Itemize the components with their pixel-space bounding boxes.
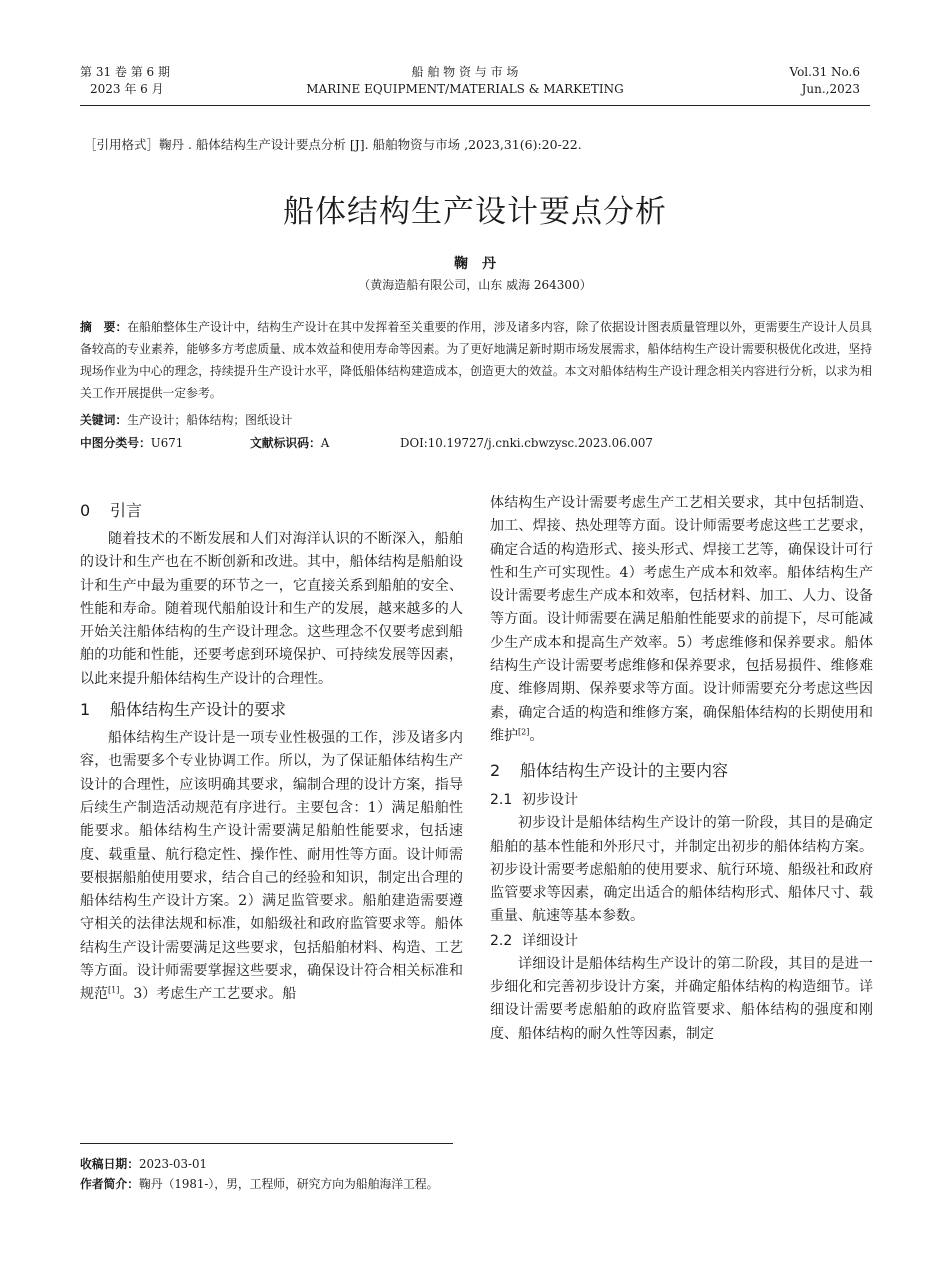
subsection-title: 初步设计 xyxy=(522,792,578,809)
footnote-divider xyxy=(80,1143,453,1144)
received-date: 2023-03-01 xyxy=(139,1157,208,1171)
volume-issue-en: Vol.31 No.6 xyxy=(789,65,860,79)
section-heading-0 xyxy=(80,498,463,524)
clc-value: U671 xyxy=(150,436,184,450)
citation-text: 鞠丹 . 船体结构生产设计要点分析 [J]. 船舶物资与市场 ,2023,31(6):20-22. xyxy=(159,137,582,152)
keywords-text: 生产设计；船体结构；图纸设计 xyxy=(127,413,293,427)
paragraph: 初步设计是船体结构生产设计的第一阶段，其目的是确定船舶的基本性能和外形尺寸，并制定出初步的船体结构方案。初步设计需要考虑船舶的使用要求、航行环境、船级社和政府监管要求等因素，确定出适合的船体结构形式、船体尺寸、载重量、航速等基本参数。 xyxy=(490,815,873,925)
received-label: 收稿日期： xyxy=(80,1157,139,1171)
paragraph xyxy=(80,727,463,1007)
section-title: 船体结构生产设计的主要内容 xyxy=(520,761,729,781)
journal-name-en: MARINE EQUIPMENT/MATERIALS & MARKETING xyxy=(306,82,624,96)
keywords xyxy=(80,409,292,431)
author-name: 鞠 丹 xyxy=(454,256,496,272)
journal-name-cn: 船 舶 物 资 与 市 场 xyxy=(411,65,519,79)
author-bio-text: 鞠丹（1981-），男，工程师，研究方向为船舶海洋工程。 xyxy=(139,1177,439,1191)
author-bio-label: 作者简介： xyxy=(80,1177,139,1191)
subsection-title: 详细设计 xyxy=(522,932,578,949)
header-divider xyxy=(80,105,870,106)
paper-title: 船体结构生产设计要点分析 xyxy=(283,194,667,230)
subsection-heading-2-1 xyxy=(490,788,873,812)
paragraph xyxy=(490,492,873,748)
running-header-left xyxy=(80,64,170,98)
section-heading-1 xyxy=(80,697,463,723)
section-heading-2 xyxy=(490,758,873,784)
section-title: 引言 xyxy=(110,501,143,520)
footnote-author-bio xyxy=(80,1174,438,1194)
body-column-right xyxy=(490,492,873,1046)
citation-format xyxy=(84,135,582,153)
keywords-label: 关键词： xyxy=(80,413,128,427)
section-number: 1 xyxy=(80,700,91,720)
reference-marker[interactable]: [1] xyxy=(108,985,120,995)
abstract-label: 摘 要： xyxy=(80,320,128,334)
issue-date: 2023 年 6 月 xyxy=(90,82,164,96)
issue-date-en: Jun.,2023 xyxy=(801,82,860,96)
doi: DOI:10.19727/j.cnki.cbwzysc.2023.06.007 xyxy=(400,436,653,450)
paragraph: 详细设计是船体结构生产设计的第二阶段，其目的是进一步细化和完善初步设计方案，并确定船体结构的构造细节。详细设计需要考虑船舶的政府监管要求、船体结构的强度和刚度、船体结构的耐久性等因素，制定 xyxy=(490,955,873,1042)
running-header-right xyxy=(690,64,860,98)
running-header-center xyxy=(265,64,665,98)
paragraph-text-tail: 。 xyxy=(529,727,544,744)
section-number: 0 xyxy=(80,501,91,520)
doc-code-value: A xyxy=(320,436,330,450)
paragraph-text: 体结构生产设计需要考虑生产工艺相关要求，其中包括制造、加工、焊接、热处理等方面。设计师需要考虑这些工艺要求，确定合适的构造形式、接头形式、焊接工艺等，确保设计可行性和生产可实现性。4）考虑生产成本和效率。船体结构生产设计需要考虑生产成本和效率，包括材料、加工、人力、设备等方面。设计师需要在满足船舶性能要求的前提下，尽可能减少生产成本和提高生产效率。5）考虑维修和保养要求。船体结构生产设计需要考虑维修和保养要求，包括易损件、维修难度、维修周期、保养要求等方面。设计师需要充分考虑这些因素，确定合适的构造和维修方案，确保船体结构的长期使用和维护 xyxy=(490,495,873,744)
classification-line xyxy=(80,432,653,454)
paragraph-text: 船体结构生产设计是一项专业性极强的工作，涉及诸多内容，也需要多个专业协调工作。所以，为了保证船体结构生产设计的合理性，应该明确其要求，编制合理的设计方案，指导后续生产制造活动规范有序进行。主要包含：1）满足船舶性能要求。船体结构生产设计需要满足船舶性能要求，包括速度、载重量、航行稳定性、操作性、耐用性等方面。设计师需要根据船舶使用要求，结合自己的经验和知识，制定出合理的船体结构生产设计方案。2）满足监管要求。船舶建造需要遵守相关的法律法规和标准，如船级社和政府监管要求等。船体结构生产设计需要满足这些要求，包括船舶材料、构造、工艺等方面。设计师需要掌握这些要求，确保设计符合相关标准和规范 xyxy=(80,730,463,1003)
subsection-heading-2-2 xyxy=(490,929,873,953)
volume-issue: 第 31 卷 第 6 期 xyxy=(80,65,170,79)
abstract xyxy=(80,316,872,404)
body-column-left xyxy=(80,492,463,1007)
doc-code-label: 文献标识码： xyxy=(250,436,321,450)
subsection-number: 2.1 xyxy=(490,792,513,809)
subsection-number: 2.2 xyxy=(490,932,513,949)
citation-label: ［引用格式］ xyxy=(84,137,160,152)
reference-marker[interactable]: [2] xyxy=(518,727,530,737)
author-affiliation: （黄海造船有限公司，山东 威海 264300） xyxy=(358,278,592,292)
paragraph-text-tail: 。3）考虑生产工艺要求。船 xyxy=(119,986,297,1003)
paragraph: 随着技术的不断发展和人们对海洋认识的不断深入，船舶的设计和生产也在不断创新和改进。其中，船体结构是船舶设计和生产中最为重要的环节之一，它直接关系到船舶的安全、性能和寿命。随着现代船舶设计和生产的发展，越来越多的人开始关注船体结构的生产设计理念。这些理念不仅要考虑到船舶的功能和性能，还要考虑到环境保护、可持续发展等因素，以此来提升船体结构生产设计的合理性。 xyxy=(80,531,463,687)
footnote-received xyxy=(80,1154,207,1174)
clc-label: 中图分类号： xyxy=(80,436,151,450)
abstract-text: 在船舶整体生产设计中，结构生产设计在其中发挥着至关重要的作用，涉及诸多内容，除了依据设计图表质量管理以外，更需要生产设计人员具备较高的专业素养，能够多方考虑质量、成本效益和使用寿命等因素。为了更好地满足新时期市场发展需求，船体结构生产设计需要积极优化改进，坚持现场作业为中心的理念，持续提升生产设计水平，降低船体结构建造成本，创造更大的效益。本文对船体结构生产设计理念相关内容进行分析，以求为相关工作开展提供一定参考。 xyxy=(80,320,872,400)
section-number: 2 xyxy=(490,761,501,781)
section-title: 船体结构生产设计的要求 xyxy=(110,700,287,720)
